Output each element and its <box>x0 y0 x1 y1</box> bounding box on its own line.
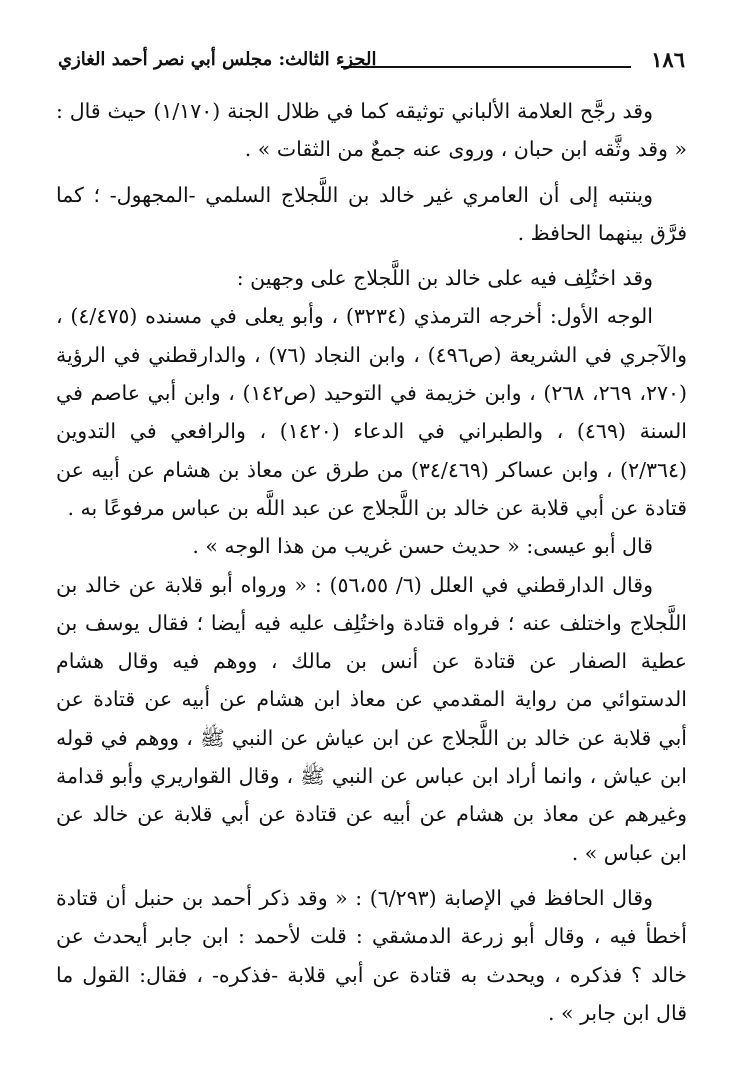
page-header <box>58 44 685 76</box>
paragraph-amiri-note: وينتبه إلى أن العامري غير خالد بن اللَّجلاج السلمي -المجهول- ؛ كما فرَّق بينهما الحافظ . <box>56 182 687 245</box>
paragraph-ikhtilaf: وقد اختُلِف فيه على خالد بن اللَّجلاج على وجهين : <box>236 266 653 291</box>
paragraph-abu-isa: قال أبو عيسى: « حديث حسن غريب من هذا الوجه » . <box>192 534 653 559</box>
paragraph-hafiz-isaba: وقال الحافظ في الإصابة (٦/٢٩٣) : « وقد ذكر أحمد بن حنبل أن قتادة أخطأ فيه ، وقال أبو زرعة الدمشقي : قلت لأحمد : ابن جابر أيحدث عن خالد ؟ فذكره ، ويحدث به قتادة عن أبي قلابة -فذكره- ، فقال: القول ما قال ابن جابر » . <box>56 885 687 1025</box>
header-rule <box>341 66 631 68</box>
body-text <box>56 92 687 1032</box>
paragraph-daraqutni-ilal: وقال الدارقطني في العلل (٦/ ٥٦،٥٥) : « ورواه أبو قلابة عن خالد بن اللَّجلاج واختلف عنه ؛ فرواه قتادة واختُلِف عليه فيه أيضا ؛ فقال يوسف بن عطية الصفار عن قتادة عن أنس بن مالك ، ووهم فيه وقال هشام الدستوائي من رواية المقدمي عن معاذ ابن هشام عن أبيه عن قتادة عن أبي قلابة عن خالد بن اللَّجلاج عن ابن عياش عن النبي ﷺ ، ووهم في قوله ابن عياش ، وانما أراد ابن عباس عن النبي ﷺ ، وقال القواريري وأبو قدامة وغيرهم عن معاذ بن هشام عن أبيه عن قتادة عن أبي قلابة عن خالد عن ابن عباس » . <box>56 572 687 865</box>
running-title: الجزء الثالث: مجلس أبي نصر أحمد الغازي <box>58 49 377 70</box>
paragraph-first-wajh: الوجه الأول: أخرجه الترمذي (٣٢٣٤) ، وأبو يعلى في مسنده (٤/٤٧٥) ، والآجري في الشريعة (ص٤٩٦) ، وابن النجاد (٧٦) ، والدارقطني في الرؤية (٢٧٠، ٢٦٩، ٢٦٨) ، وابن خزيمة في التوحيد (ص١٤٢) ، وابن أبي عاصم في السنة (٤٦٩) ، والطبراني في الدعاء (١٤٢٠) ، والرافعي في التدوين (٢/٣٦٤) ، وابن عساكر (٣٤/٤٦٩) من طرق عن معاذ بن هشام عن أبيه عن قتادة عن أبي قلابة عن خالد بن اللَّجلاج عن عبد اللَّه بن عباس مرفوعًا به . <box>56 304 688 520</box>
page-number: ١٨٦ <box>651 47 685 72</box>
paragraph-albani-tawthiq: وقد رجَّح العلامة الألباني توثيقه كما في ظلال الجنة (١/١٧٠) حيث قال : « وقد وثَّقه ابن حبان ، وروى عنه جمعٌ من الثقات » . <box>56 99 687 162</box>
